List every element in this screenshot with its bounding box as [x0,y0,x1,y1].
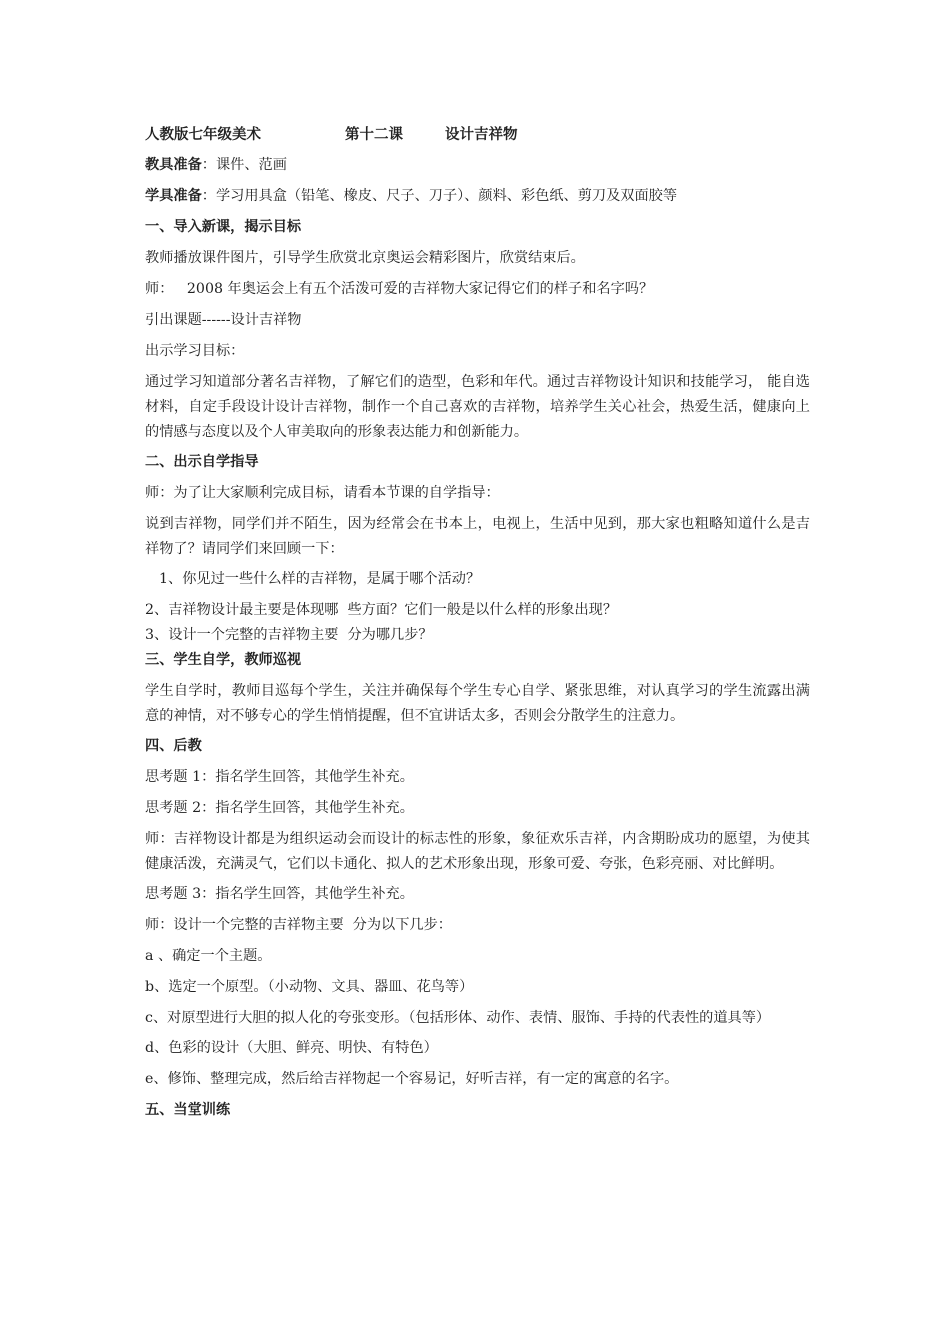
section-3-para-1: 学生自学时，教师目巡每个学生，关注并确保每个学生专心自学、紧张思维，对认真学习的学生流露出满意的神情，对不够专心的学生悄悄提醒，但不宜讲话太多，否则会分散学生的注意力。 [145,683,810,724]
teacher-prep-label: 教具准备 [145,157,202,173]
student-prep [145,184,810,209]
thinking-question-2: 思考题 2：指名学生回答，其他学生补充。 [145,800,414,816]
step-c: c、对原型进行大胆的拟人化的夸张变形。（包括形体、动作、表情、服饰、手持的代表性的道具等） [145,1010,771,1026]
teacher-prep [145,153,810,178]
lesson-topic: 设计吉祥物 [445,126,518,143]
question-2: 2、吉祥物设计最主要是体现哪 些方面？它们一般是以什么样的形象出现？ [145,602,618,618]
section-1-heading: 一、导入新课，揭示目标 [145,219,302,235]
thinking-question-3: 思考题 3：指名学生回答，其他学生补充。 [145,886,414,902]
lesson-number: 第十二课 [345,126,403,143]
lesson-title [145,122,810,147]
section-1-para-2: 师： 2008 年奥运会上有五个活泼可爱的吉祥物大家记得它们的样子和名字吗？ [145,281,654,297]
section-5-heading: 五、当堂训练 [145,1102,231,1118]
section-2-para-2: 说到吉祥物，同学们并不陌生，因为经常会在书本上，电视上，生活中见到，那大家也粗略知道什么是吉祥物了？请同学们来回顾一下： [145,516,810,557]
section-4-para-2: 师：设计一个完整的吉祥物主要 分为以下几步： [145,917,452,933]
step-b: b、选定一个原型。（小动物、文具、器皿、花鸟等） [145,979,474,995]
question-1: 1、你见过一些什么样的吉祥物，是属于哪个活动？ [159,571,481,587]
step-a: a 、确定一个主题。 [145,948,272,964]
question-3: 3、设计一个完整的吉祥物主要 分为哪几步？ [145,627,433,643]
student-prep-label: 学具准备 [145,188,202,204]
section-4-para-1: 师：吉祥物设计都是为组织运动会而设计的标志性的形象，象征欢乐吉祥，内含期盼成功的愿望，为使其健康活泼，充满灵气，它们以卡通化、拟人的艺术形象出现，形象可爱、夸张，色彩亮丽、对比鲜明。 [145,831,810,872]
step-e: e、修饰、整理完成，然后给吉祥物起一个容易记，好听吉祥，有一定的寓意的名字。 [145,1071,679,1087]
student-prep-items: ：学习用具盒（铅笔、橡皮、尺子、刀子）、颜料、彩色纸、剪刀及双面胶等 [201,188,678,204]
section-1-para-1: 教师播放课件图片，引导学生欣赏北京奥运会精彩图片，欣赏结束后。 [145,250,585,266]
teacher-prep-items: ：课件、范画 [201,157,287,173]
book-name: 人教版七年级美术 [145,126,261,143]
section-1-para-3: 引出课题------设计吉祥物 [145,312,302,328]
learning-objectives: 通过学习知道部分著名吉祥物，了解它们的造型，色彩和年代。通过吉祥物设计知识和技能学习， 能自选材料，自定手段设计设计吉祥物，制作一个自己喜欢的吉祥物，培养学生关心社会，热爱生活，健康向上的情感与态度以及个人审美取向的形象表达能力和创新能力。 [145,374,810,440]
section-2-para-1: 师：为了让大家顺利完成目标，请看本节课的自学指导： [145,485,500,501]
section-1-para-4: 出示学习目标： [145,343,245,359]
step-d: d、色彩的设计（大胆、鲜亮、明快、有特色） [145,1040,438,1056]
thinking-question-1: 思考题 1：指名学生回答，其他学生补充。 [145,769,414,785]
section-2-heading: 二、出示自学指导 [145,454,259,470]
document-page [145,122,810,1123]
section-3-heading: 三、学生自学，教师巡视 [145,652,302,668]
section-4-heading: 四、后教 [145,738,202,754]
